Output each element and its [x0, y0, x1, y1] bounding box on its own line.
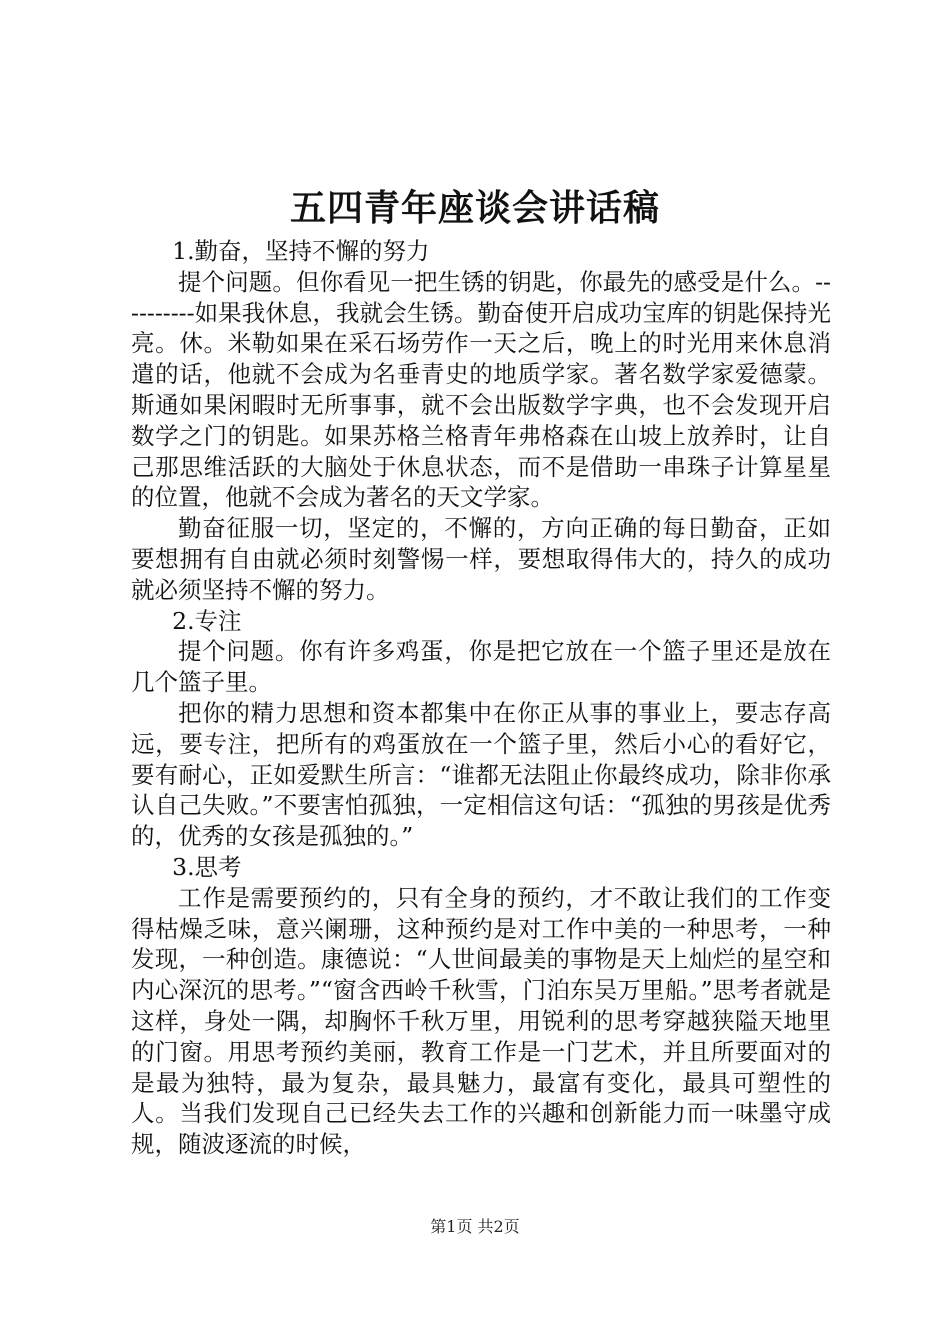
- section-heading-3: 3.思考: [172, 852, 242, 881]
- paragraph: 提个问题。但你看见一把生锈的钥匙，你最先的感受是什么。----------如果我休息，我就会生锈。勤奋使开启成功宝库的钥匙保持光亮。休。米勒如果在采石场劳作一天之后，晚上的时光用来休息消遣的话，他就不会成为名垂青史的地质学家。著名数学家爱德蒙。斯通如果闲暇时无所事事，就不会出版数学字典，也不会发现开启数学之门的钥匙。如果苏格兰格青年弗格森在山坡上放养时，让自己那思维活跃的大脑处于休息状态，而不是借助一串珠子计算星星的位置，他就不会成为著名的天文学家。: [131, 267, 831, 512]
- paragraph: 工作是需要预约的，只有全身的预约，才不敢让我们的工作变得枯燥乏味，意兴阑珊，这种预约是对工作中美的一种思考，一种发现，一种创造。康德说：“人世间最美的事物是天上灿烂的星空和内心深沉的思考。”“窗含西岭千秋雪，门泊东吴万里船。”思考者就是这样，身处一隅，却胸怀千秋万里，用锐利的思考穿越狭隘天地里的门窗。用思考预约美丽，教育工作是一门艺术，并且所要面对的是最为独特，最为复杂，最具魅力，最富有变化，最具可塑性的人。当我们发现自己已经失去工作的兴趣和创新能力而一味墨守成规，随波逐流的时候，: [131, 883, 831, 1159]
- page-footer: 第1页 共2页: [430, 1217, 520, 1236]
- section-heading-1: 1.勤奋，坚持不懈的努力: [172, 237, 430, 265]
- paragraph: 提个问题。你有许多鸡蛋，你是把它放在一个篮子里还是放在几个篮子里。: [131, 637, 831, 697]
- document-title: 五四青年座谈会讲话稿: [289, 187, 660, 229]
- paragraph: 把你的精力思想和资本都集中在你正从事的事业上，要志存高远，要专注，把所有的鸡蛋放在一个篮子里，然后小心的看好它，要有耐心，正如爱默生所言：“谁都无法阻止你最终成功，除非你承认自己失败。”不要害怕孤独，一定相信这句话：“孤独的男孩是优秀的，优秀的女孩是孤独的。”: [131, 698, 831, 851]
- section-heading-2: 2.专注: [172, 606, 242, 635]
- document-body: [131, 236, 831, 1160]
- paragraph: 勤奋征服一切，坚定的，不懈的，方向正确的每日勤奋，正如要想拥有自由就必须时刻警惕一样，要想取得伟大的，持久的成功就必须坚持不懈的努力。: [131, 514, 831, 604]
